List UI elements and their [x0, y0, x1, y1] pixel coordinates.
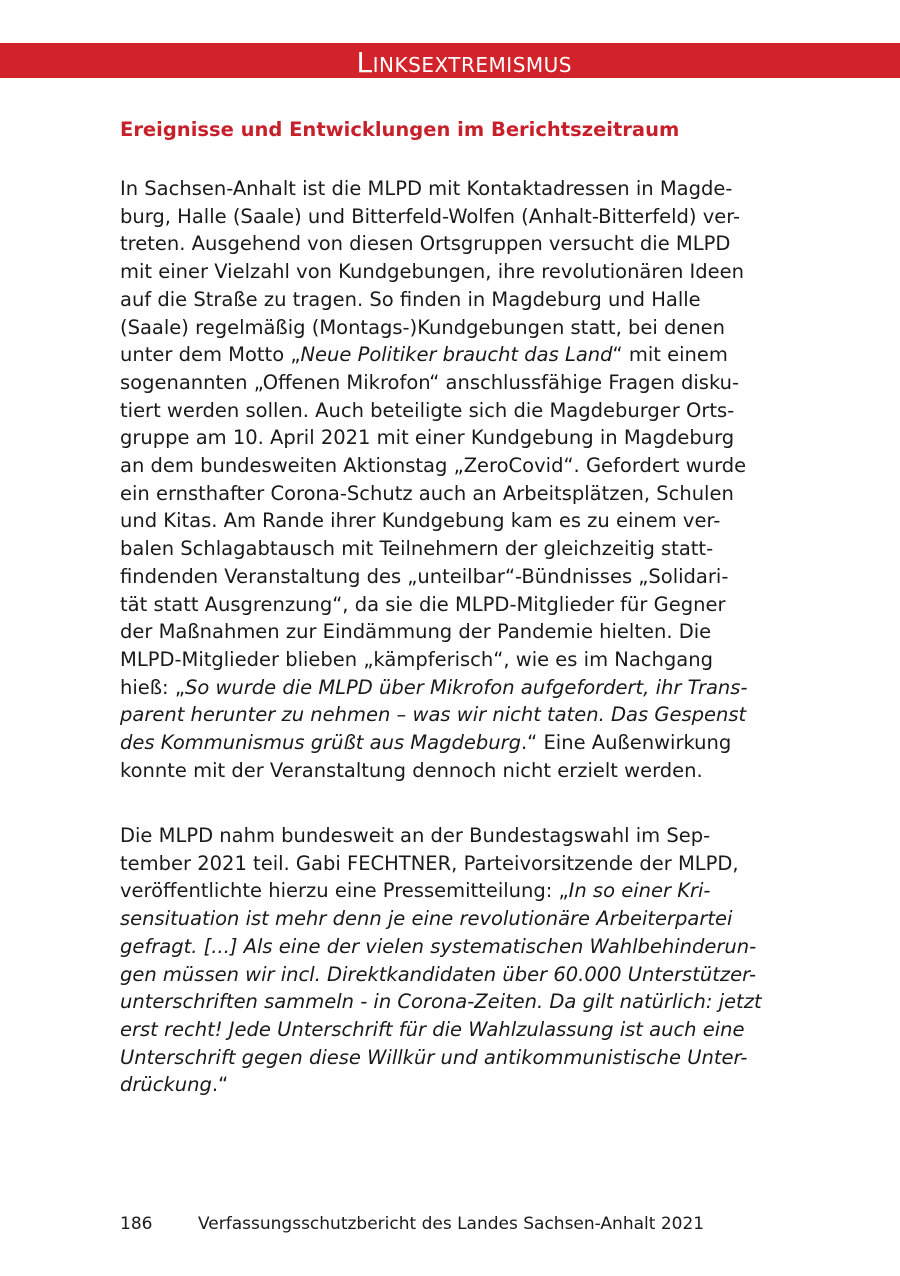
- section-heading: Ereignisse und Entwicklungen im Berichtszeitraum: [120, 118, 680, 141]
- text-line: [120, 314, 800, 342]
- text-line: [120, 1044, 800, 1072]
- text-line: [120, 341, 800, 369]
- body-paragraph-1: [120, 175, 800, 784]
- text-run: tember 2021 teil. Gabi FECHTNER, Parteivorsitzende der MLPD,: [120, 851, 739, 875]
- text-line: [120, 507, 800, 535]
- text-run: tiert werden sollen. Auch beteiligte sich die Magdeburger Orts-: [120, 398, 735, 422]
- text-run: Die MLPD nahm bundesweit an der Bundestagswahl im Sep-: [120, 824, 711, 847]
- quoted-text: sensituation ist mehr denn je eine revolutionäre Arbeiterpartei: [120, 907, 733, 931]
- text-run: “ mit einem: [612, 343, 728, 367]
- quoted-text: drückung: [120, 1073, 212, 1097]
- text-run: an dem bundesweiten Aktionstag „ZeroCovid“. Gefordert wurde: [120, 454, 747, 478]
- text-run: findenden Veranstaltung des „unteilbar“-Bündnisses „Solidari-: [120, 564, 729, 588]
- text-line: [120, 618, 800, 646]
- quoted-text: Unterschrift gegen diese Willkür und antikommunistische Unter-: [120, 1045, 748, 1069]
- text-line: [120, 230, 800, 258]
- text-line: [120, 701, 800, 729]
- page-number: 186: [120, 1214, 153, 1234]
- text-line: [120, 563, 800, 591]
- chapter-header-bar: [0, 43, 900, 78]
- text-run: (Saale) regelmäßig (Montags-)Kundgebungen statt, bei denen: [120, 315, 726, 339]
- text-run: .“ Eine Außenwirkung: [520, 731, 732, 755]
- text-run: veröffentlichte hierzu eine Pressemitteilung: „: [120, 879, 569, 903]
- quoted-text: parent herunter zu nehmen – was wir nicht taten. Das Gespenst: [120, 703, 747, 727]
- text-line: [120, 591, 800, 619]
- text-run: tät statt Ausgrenzung“, da sie die MLPD-Mitglieder für Gegner: [120, 592, 726, 616]
- text-line: [120, 961, 800, 989]
- text-line: [120, 988, 800, 1016]
- text-run: MLPD-Mitglieder blieben „kämpferisch“, wie es im Nachgang: [120, 647, 713, 671]
- text-run: ein ernsthafter Corona-Schutz auch an Arbeitsplätzen, Schulen: [120, 481, 734, 505]
- text-line: [120, 535, 800, 563]
- quoted-text: Neue Politiker braucht das Land: [300, 343, 613, 367]
- text-run: konnte mit der Veranstaltung dennoch nicht erzielt werden.: [120, 758, 703, 782]
- text-run: gruppe am 10. April 2021 mit einer Kundgebung in Magdeburg: [120, 426, 735, 450]
- text-run: treten. Ausgehend von diesen Ortsgruppen versucht die MLPD: [120, 232, 731, 256]
- text-line: [120, 729, 800, 757]
- quoted-text: In so einer Kri-: [568, 879, 711, 903]
- text-run: auf die Straße zu tragen. So finden in Magdeburg und Halle: [120, 287, 701, 311]
- text-line: [120, 1071, 800, 1099]
- quoted-text: unterschriften sammeln - in Corona-Zeiten. Da gilt natürlich: jetzt: [120, 990, 762, 1014]
- text-run: balen Schlagabtausch mit Teilnehmern der gleichzeitig statt-: [120, 537, 714, 561]
- body-paragraph-2: [120, 822, 800, 1099]
- text-line: [120, 674, 800, 702]
- text-line: [120, 397, 800, 425]
- quoted-text: gen müssen wir incl. Direktkandidaten über 60.000 Unterstützer-: [120, 962, 757, 986]
- text-line: [120, 286, 800, 314]
- text-line: [120, 877, 800, 905]
- text-run: .“: [211, 1073, 229, 1097]
- text-line: [120, 258, 800, 286]
- text-run: mit einer Vielzahl von Kundgebungen, ihre revolutionären Ideen: [120, 260, 745, 284]
- text-run: hieß: „: [120, 675, 185, 699]
- text-run: sogenannten „Offenen Mikrofon“ anschlussfähige Fragen disku-: [120, 370, 740, 394]
- text-line: [120, 203, 800, 231]
- text-line: [120, 424, 800, 452]
- text-line: [120, 1016, 800, 1044]
- text-line: [120, 933, 800, 961]
- text-line: [120, 646, 800, 674]
- text-run: In Sachsen-Anhalt ist die MLPD mit Kontaktadressen in Magde-: [120, 177, 733, 200]
- text-line: [120, 175, 800, 203]
- text-line: [120, 480, 800, 508]
- chapter-title: Linksextremismus: [356, 46, 572, 79]
- text-line: [120, 757, 800, 785]
- publication-title: Verfassungsschutzbericht des Landes Sachsen-Anhalt 2021: [198, 1214, 705, 1234]
- text-run: der Maßnahmen zur Eindämmung der Pandemie hielten. Die: [120, 620, 712, 644]
- quoted-text: erst recht! Jede Unterschrift für die Wahlzulassung ist auch eine: [120, 1017, 745, 1041]
- text-line: [120, 822, 800, 850]
- page-footer: [120, 1214, 704, 1234]
- text-run: und Kitas. Am Rande ihrer Kundgebung kam es zu einem ver-: [120, 509, 721, 533]
- text-line: [120, 369, 800, 397]
- quoted-text: gefragt. [...] Als eine der vielen systematischen Wahlbehinderun-: [120, 934, 757, 958]
- quoted-text: des Kommunismus grüßt aus Magdeburg: [120, 731, 521, 755]
- quoted-text: So wurde die MLPD über Mikrofon aufgefordert, ihr Trans-: [184, 675, 748, 699]
- text-run: burg, Halle (Saale) und Bitterfeld-Wolfen (Anhalt-Bitterfeld) ver-: [120, 204, 741, 228]
- text-line: [120, 452, 800, 480]
- text-line: [120, 905, 800, 933]
- text-run: unter dem Motto „: [120, 343, 301, 367]
- text-line: [120, 850, 800, 878]
